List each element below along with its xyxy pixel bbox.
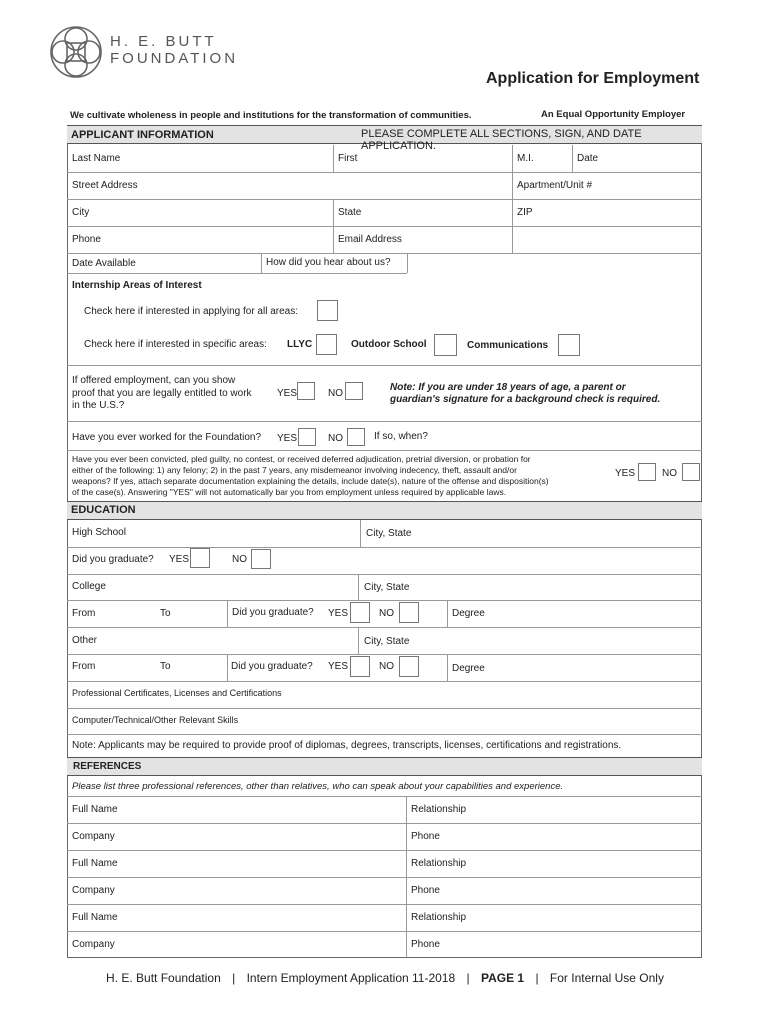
page-footer	[0, 971, 770, 985]
specific-areas-label: Check here if interested in specific areas:	[84, 339, 267, 350]
street-address-label: Street Address	[72, 180, 138, 191]
hs-graduate-label: Did you graduate?	[72, 554, 154, 565]
communications-checkbox[interactable]	[558, 334, 580, 356]
other-school-label: Other	[72, 635, 98, 646]
applicant-instruction: PLEASE COMPLETE ALL SECTIONS, SIGN, AND DATE APPLICATION.	[361, 128, 642, 152]
outdoor-school-checkbox[interactable]	[434, 334, 457, 356]
other-city-state-label: City, State	[364, 636, 410, 647]
worked-no-checkbox[interactable]	[347, 428, 365, 446]
college-degree-label: Degree	[452, 608, 485, 619]
work-eligibility-question-line2: proof that you are legally entitled to work	[72, 388, 252, 399]
other-no-label: NO	[379, 661, 394, 672]
eligibility-yes-label: YES	[277, 388, 298, 399]
college-from-label: From	[72, 608, 96, 619]
other-to-label: To	[160, 661, 171, 672]
college-to-label: To	[160, 608, 171, 619]
conviction-question-line1: Have you ever been convicted, pled guilty, no contest, or received deferred adjudication, pretrial diversion, or probation for	[72, 454, 531, 464]
footer-separator: |	[466, 971, 470, 985]
org-name-line1: H. E. BUTT	[110, 33, 217, 50]
conviction-question-line3: weapons? If yes, attach separate documentation explaining the details, include date(s), nature of the offense and disposition(s)	[72, 476, 549, 486]
outdoor-school-label: Outdoor School	[351, 339, 427, 350]
apartment-label: Apartment/Unit #	[517, 180, 593, 191]
footer-document-name: Intern Employment Application 11-2018	[246, 971, 456, 985]
llyc-checkbox[interactable]	[316, 334, 337, 355]
high-school-city-state-label: City, State	[366, 528, 412, 539]
worked-yes-label: YES	[277, 433, 298, 444]
logo-knot-icon	[48, 24, 104, 80]
other-graduate-label: Did you graduate?	[231, 661, 313, 672]
zip-label: ZIP	[517, 207, 533, 218]
all-areas-label: Check here if interested in applying for all areas:	[84, 306, 299, 317]
all-areas-checkbox[interactable]	[317, 300, 338, 321]
internship-title: Internship Areas of Interest	[72, 280, 202, 291]
references-instruction: Please list three professional references, other than relatives, who can speak about your capabilities and experience.	[72, 781, 564, 792]
reference2-phone-label: Phone	[411, 885, 440, 896]
reference3-company-label: Company	[72, 939, 115, 950]
footer-separator: |	[232, 971, 236, 985]
date-label: Date	[577, 153, 599, 164]
college-label: College	[72, 581, 106, 592]
conviction-question-line2: either of the following: 1) any felony; 2) in the past 7 years, any misdemeanor involving indecency, theft, assault and/or	[72, 465, 517, 475]
reference1-company-label: Company	[72, 831, 115, 842]
applicant-section-title: APPLICANT INFORMATION	[71, 129, 214, 141]
education-section-title: EDUCATION	[71, 504, 136, 516]
education-section-header	[67, 501, 702, 520]
skills-label: Computer/Technical/Other Relevant Skills	[72, 715, 239, 725]
form-border	[67, 125, 702, 958]
reference2-company-label: Company	[72, 885, 115, 896]
mi-label: M.I.	[517, 153, 534, 164]
work-eligibility-question-line1: If offered employment, can you show	[72, 375, 236, 386]
conviction-no-checkbox[interactable]	[682, 463, 700, 481]
llyc-label: LLYC	[287, 339, 313, 350]
college-yes-checkbox[interactable]	[350, 602, 370, 623]
communications-label: Communications	[467, 340, 549, 351]
college-city-state-label: City, State	[364, 582, 410, 593]
footer-page-number: PAGE 1	[480, 971, 525, 985]
page-title: Application for Employment	[486, 70, 700, 87]
reference3-phone-label: Phone	[411, 939, 440, 950]
date-available-label: Date Available	[72, 258, 136, 269]
references-section-title: REFERENCES	[73, 761, 142, 772]
footer-internal-use: For Internal Use Only	[549, 971, 664, 985]
state-label: State	[338, 207, 362, 218]
reference1-name-label: Full Name	[72, 804, 118, 815]
worked-foundation-question: Have you ever worked for the Foundation?	[72, 432, 261, 443]
reference1-phone-label: Phone	[411, 831, 440, 842]
other-no-checkbox[interactable]	[399, 656, 419, 677]
education-proof-note: Note: Applicants may be required to provide proof of diplomas, degrees, transcripts, licenses, certifications and registrations.	[72, 740, 622, 751]
eligibility-no-label: NO	[328, 388, 343, 399]
certifications-label: Professional Certificates, Licenses and Certifications	[72, 688, 282, 698]
college-graduate-label: Did you graduate?	[232, 607, 314, 618]
org-name-line2: FOUNDATION	[110, 50, 239, 67]
college-no-checkbox[interactable]	[399, 602, 419, 623]
references-section-header	[67, 757, 702, 776]
high-school-label: High School	[72, 527, 126, 538]
how-hear-label: How did you hear about us?	[266, 257, 391, 268]
footer-org: H. E. Butt Foundation	[106, 971, 221, 985]
mission-statement: We cultivate wholeness in people and institutions for the transformation of communities.	[70, 110, 472, 121]
reference1-relationship-label: Relationship	[411, 804, 467, 815]
last-name-label: Last Name	[72, 153, 121, 164]
applicant-section-header	[67, 125, 702, 152]
phone-label: Phone	[72, 234, 101, 245]
reference2-name-label: Full Name	[72, 858, 118, 869]
hs-yes-checkbox[interactable]	[190, 548, 210, 568]
city-label: City	[72, 207, 90, 218]
reference3-relationship-label: Relationship	[411, 912, 467, 923]
reference2-relationship-label: Relationship	[411, 858, 467, 869]
conviction-question-line4: of the case(s). Answering "YES" will not automatically bar you from employment unless required by applicable laws.	[72, 487, 507, 497]
hs-no-checkbox[interactable]	[251, 549, 271, 569]
conviction-no-label: NO	[662, 468, 677, 479]
worked-yes-checkbox[interactable]	[298, 428, 316, 446]
minor-note-line1: Note: If you are under 18 years of age, a parent or	[390, 382, 626, 393]
other-yes-checkbox[interactable]	[350, 656, 370, 677]
eligibility-no-checkbox[interactable]	[345, 382, 363, 400]
email-label: Email Address	[338, 234, 402, 245]
eligibility-yes-checkbox[interactable]	[297, 382, 315, 400]
college-yes-label: YES	[328, 608, 349, 619]
other-from-label: From	[72, 661, 96, 672]
foundation-logo	[48, 24, 104, 80]
first-name-label: First	[338, 153, 358, 164]
worked-no-label: NO	[328, 433, 343, 444]
footer-separator: |	[535, 971, 539, 985]
conviction-yes-label: YES	[615, 468, 636, 479]
other-yes-label: YES	[328, 661, 349, 672]
hs-yes-label: YES	[169, 554, 190, 565]
eeo-statement: An Equal Opportunity Employer	[541, 109, 686, 120]
hs-no-label: NO	[232, 554, 247, 565]
reference3-name-label: Full Name	[72, 912, 118, 923]
other-degree-label: Degree	[452, 663, 485, 674]
if-so-when-label: If so, when?	[374, 431, 428, 442]
work-eligibility-question-line3: in the U.S.?	[72, 400, 125, 411]
minor-note-line2: guardian's signature for a background check is required.	[390, 394, 661, 405]
conviction-yes-checkbox[interactable]	[638, 463, 656, 481]
college-no-label: NO	[379, 608, 394, 619]
